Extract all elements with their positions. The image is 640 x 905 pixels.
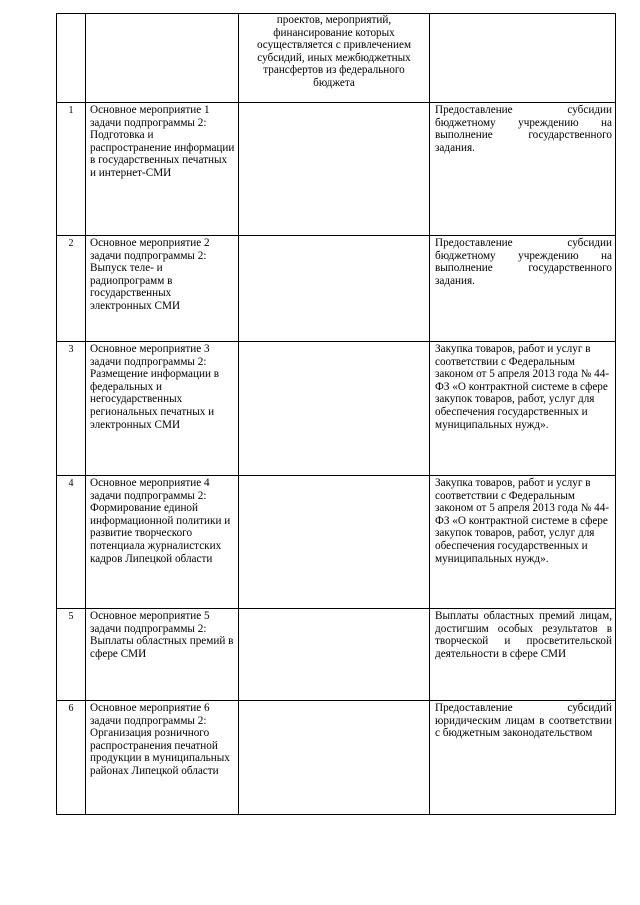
- table-row: [57, 701, 616, 815]
- measure-description: Предоставление субсидии бюджетному учреждению на выполнение государственного задания.: [430, 236, 616, 342]
- cell-measure-name: [86, 14, 239, 103]
- cell-funding-heading: проектов, мероприятий, финансирование которых осуществляется с привлечением субсидий, иных межбюджетных трансфертов из федерального бюджета: [239, 14, 430, 103]
- funding-cell: [239, 342, 430, 476]
- cell-description: [430, 14, 616, 103]
- measure-description: Выплаты областных премий лицам, достигшим особых результатов в творческой и просветительской деятельности в сфере СМИ: [430, 609, 616, 701]
- measure-description: Предоставление субсидии бюджетному учреждению на выполнение государственного задания.: [430, 103, 616, 236]
- row-number: 2: [57, 236, 86, 342]
- measures-table: [56, 13, 616, 815]
- measure-description: Предоставление субсидий юридическим лицам в соответствии с бюджетным законодательством: [430, 701, 616, 815]
- funding-cell: [239, 609, 430, 701]
- table-row: [57, 476, 616, 609]
- table-row: [57, 609, 616, 701]
- row-number: 6: [57, 701, 86, 815]
- row-number: 5: [57, 609, 86, 701]
- table-row: [57, 342, 616, 476]
- measure-name: Основное мероприятие 6 задачи подпрограммы 2: Организация розничного распространения печатной продукции в муниципальных районах Липецкой области: [86, 701, 239, 815]
- row-number: 3: [57, 342, 86, 476]
- measure-description: Закупка товаров, работ и услуг в соответствии с Федеральным законом от 5 апреля 2013 года № 44-ФЗ «О контрактной системе в сфере закупок товаров, работ, услуг для обеспечения государственных и муниципальных нужд».: [430, 476, 616, 609]
- measure-name: Основное мероприятие 4 задачи подпрограммы 2: Формирование единой информационной политики и развитие творческого потенциала журналистских кадров Липецкой области: [86, 476, 239, 609]
- cell-number: [57, 14, 86, 103]
- measure-name: Основное мероприятие 1 задачи подпрограммы 2: Подготовка и распространение информации в государственных печатных и интернет-СМИ: [86, 103, 239, 236]
- funding-cell: [239, 103, 430, 236]
- row-number: 1: [57, 103, 86, 236]
- funding-cell: [239, 476, 430, 609]
- measure-description: Закупка товаров, работ и услуг в соответствии с Федеральным законом от 5 апреля 2013 года № 44-ФЗ «О контрактной системе в сфере закупок товаров, работ, услуг для обеспечения государственных и муниципальных нужд».: [430, 342, 616, 476]
- funding-cell: [239, 236, 430, 342]
- measure-name: Основное мероприятие 3 задачи подпрограммы 2: Размещение информации в федеральных и негосударственных региональных печатных и электронных СМИ: [86, 342, 239, 476]
- table-row-header-continuation: [57, 14, 616, 103]
- table-row: [57, 103, 616, 236]
- table-row: [57, 236, 616, 342]
- measure-name: Основное мероприятие 2 задачи подпрограммы 2: Выпуск теле- и радиопрограмм в государственных электронных СМИ: [86, 236, 239, 342]
- row-number: 4: [57, 476, 86, 609]
- measure-name: Основное мероприятие 5 задачи подпрограммы 2: Выплаты областных премий в сфере СМИ: [86, 609, 239, 701]
- funding-cell: [239, 701, 430, 815]
